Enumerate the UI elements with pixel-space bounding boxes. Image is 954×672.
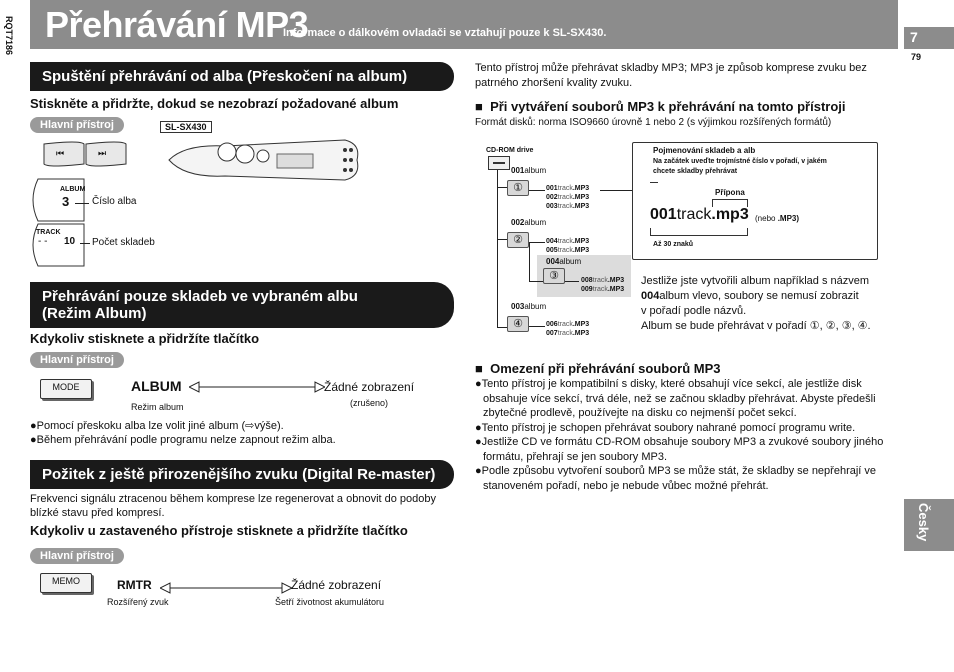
- album-mode-caption: Režim album: [131, 402, 184, 412]
- lcd-album-tag: ALBUM: [60, 186, 86, 193]
- intro-line1: Tento přístroj může přehrávat skladby MP3; MP3 je způsob komprese zvuku bez: [475, 62, 867, 74]
- file-item: 006track.MP3: [546, 321, 590, 328]
- file-item: 009track.MP3: [581, 286, 625, 293]
- file-item: 005track.MP3: [546, 247, 590, 254]
- remote-model-label: SL-SX430: [160, 121, 212, 133]
- file-item: 003track.MP3: [546, 203, 590, 210]
- section1-banner: Spuštění přehrávání od alba (Přeskočení na album): [30, 62, 454, 91]
- mode-button[interactable]: MODE: [40, 379, 92, 399]
- file-item: 004track.MP3: [546, 238, 590, 245]
- filename-example: [650, 206, 749, 224]
- prev-button[interactable]: ⏮: [56, 148, 65, 158]
- no-display-label: Žádné zobrazení: [324, 380, 415, 394]
- section2-banner-line2: (Režim Album): [42, 305, 147, 322]
- tree-branch: [565, 281, 579, 282]
- naming-title: Pojmenování skladeb a alb: [653, 146, 756, 155]
- create-heading: ■ Při vytváření souborů MP3 k přehrávání na tomto přístroji: [475, 99, 846, 114]
- limit-line: ●Podle způsobu vytvoření souborů MP3 se může stát, že skladby se nepřehrají ve: [475, 465, 877, 477]
- example-track: track: [676, 206, 712, 223]
- section2-note1: ●Pomocí přeskoku alba lze volit jiné album (⇨výše).: [30, 420, 284, 432]
- lcd-track-count: 10: [64, 236, 76, 247]
- album-display-shape: [28, 175, 88, 225]
- page-subtitle: Informace o dálkovém ovladači se vztahují pouze k SL-SX430.: [283, 27, 607, 39]
- note-line4: Album se bude přehrávat v pořadí ①, ②, ③, ④.: [641, 320, 871, 332]
- example-number: 001: [650, 206, 677, 223]
- folder-icon-2: ②: [507, 232, 529, 248]
- limit-line: zbytečné prodlevě, používejte na disku co nejmenší počet sekcí.: [483, 407, 797, 419]
- extension-label: Přípona: [715, 188, 745, 197]
- lcd-album-caption: Číslo alba: [92, 196, 137, 207]
- file-item: 008track.MP3: [581, 277, 625, 284]
- section2-banner: [30, 282, 454, 328]
- section3-instruction: Kdykoliv u zastaveného přístroje stisknete a přidržíte tlačítko: [30, 523, 408, 538]
- lcd-track-tag: TRACK: [36, 229, 61, 236]
- double-arrow-icon: [189, 380, 325, 394]
- subfolder-label: [546, 257, 581, 266]
- folder-icon-1: ①: [507, 180, 529, 196]
- tree-branch: [497, 327, 507, 328]
- naming-note1: Na začátek uveďte trojmístné číslo v pořadí, v jakém: [653, 158, 827, 165]
- next-button[interactable]: ⏭: [98, 148, 107, 158]
- lcd-track-dash: - -: [38, 236, 48, 247]
- document-code: RQT7186: [4, 16, 14, 56]
- section2-main-unit-pill: Hlavní přístroj: [30, 352, 124, 368]
- page-title: Přehrávání MP3: [45, 4, 309, 45]
- note-line3: v pořadí podle názvů.: [641, 305, 747, 317]
- page-number: 7: [904, 27, 954, 49]
- canceled-caption: (zrušeno): [350, 398, 389, 408]
- naming-note2: chcete skladby přehrávat: [653, 168, 738, 175]
- tree-branch: [497, 187, 507, 188]
- max-length: Až 30 znaků: [653, 241, 694, 248]
- number-bracket: [650, 182, 658, 183]
- language-tab: [904, 499, 954, 551]
- section1-instruction: Stiskněte a přidržte, dokud se nezobrazí požadované album: [30, 96, 399, 111]
- section3-para-line1: Frekvenci signálu ztracenou během komprese lze regenerovat a obnovit do podoby: [30, 493, 437, 505]
- folder-suffix-3: album: [524, 302, 547, 311]
- remaster-off-caption: Šetří životnost akumulátoru: [275, 597, 385, 607]
- length-bracket: [650, 228, 748, 236]
- folder-label-3: [511, 302, 546, 311]
- folder-label-2: [511, 218, 546, 227]
- section3-para-line2: blízké stavu před kompresí.: [30, 507, 165, 519]
- lcd-album-number: 3: [62, 194, 70, 209]
- lcd-track-caption: Počet skladeb: [92, 237, 155, 248]
- tree-branch: [529, 242, 545, 243]
- language-label: Česky: [916, 503, 931, 542]
- folder-num-2: 002: [511, 218, 525, 227]
- limit-line: ●Tento přístroj je kompatibilní s disky, které obsahují více sekcí, ale jestliže disk: [475, 378, 862, 390]
- section2-note2: ●Během přehrávání podle programu nelze zapnout režim alba.: [30, 434, 336, 446]
- skip-buttons: [40, 140, 130, 168]
- limits-list: [475, 377, 883, 493]
- folder-icon-3: ④: [507, 316, 529, 332]
- tree-branch: [529, 281, 543, 282]
- section3-banner: Požitek z ještě přirozenějšího zvuku (Digital Re-master): [30, 460, 454, 489]
- note-bold: 004: [641, 290, 660, 302]
- limits-heading: ■ Omezení při přehrávání souborů MP3: [475, 361, 721, 376]
- folder-num-1: 001: [511, 166, 525, 175]
- naming-pointer: [600, 190, 632, 191]
- subfolder-icon: ③: [543, 268, 565, 284]
- folder-suffix-1: album: [524, 166, 547, 175]
- ext-alternative: [755, 214, 799, 223]
- limit-line: obsahuje více sekcí, trvá déle, než se začnou skladby přehrávat. Abyste předešli: [483, 392, 876, 405]
- folder-suffix-2: album: [524, 218, 547, 227]
- album-order-note: [641, 274, 871, 334]
- cdrom-label: CD-ROM drive: [486, 147, 534, 154]
- ext-alt-value: .MP3): [777, 214, 800, 223]
- folder-label-1: [511, 166, 546, 175]
- album-mode-label: ALBUM: [131, 378, 182, 394]
- rmtr-caption: Rozšířený zvuk: [107, 597, 169, 607]
- limit-line: formátu, přehrají se jen soubory MP3.: [483, 450, 668, 463]
- tree-branch: [529, 242, 530, 282]
- file-item: 002track.MP3: [546, 194, 590, 201]
- subfolder-suffix: album: [559, 257, 582, 266]
- section2-instruction: Kdykoliv stisknete a přidržíte tlačítko: [30, 331, 260, 346]
- section1-main-unit-pill: Hlavní přístroj: [30, 117, 124, 133]
- files-group-1: [546, 184, 589, 211]
- example-ext: .mp3: [711, 206, 749, 223]
- rmtr-label: RMTR: [117, 578, 152, 592]
- subfolder-num: 004: [546, 257, 560, 266]
- memo-button[interactable]: MEMO: [40, 573, 92, 593]
- cdrom-drive-icon: [488, 156, 510, 170]
- file-item: 001track.MP3: [546, 185, 590, 192]
- ext-alt-or: (nebo: [755, 214, 776, 223]
- tree-branch: [529, 190, 545, 191]
- limit-line: stanoveném pořadí, nebo je nebude vůbec možné přehrát.: [483, 479, 769, 492]
- files-group-4: [546, 320, 589, 338]
- limits-heading-text: Omezení při přehrávání souborů MP3: [490, 361, 721, 376]
- folder-num-3: 003: [511, 302, 525, 311]
- tree-trunk: [497, 170, 498, 328]
- files-group-2: [546, 237, 589, 255]
- lcd-album-leader: [75, 203, 89, 204]
- note-line2: album vlevo, soubory se nemusí zobrazit: [659, 290, 859, 302]
- create-heading-text: Při vytváření souborů MP3 k přehrávání na tomto přístroji: [490, 99, 846, 114]
- remote-illustration: [165, 136, 365, 186]
- remaster-off-label: Žádné zobrazení: [291, 578, 382, 592]
- section3-main-unit-pill: Hlavní přístroj: [30, 548, 124, 564]
- tree-branch: [497, 239, 507, 240]
- limit-line: ●Tento přístroj je schopen přehrávat soubory nahrané pomocí programu write.: [475, 421, 856, 434]
- disc-format: Formát disků: norma ISO9660 úrovně 1 nebo 2 (s výjimkou rozšířených formátů): [475, 117, 832, 128]
- note-line1: Jestliže jste vytvořili album například s názvem: [641, 275, 870, 287]
- file-item: 007track.MP3: [546, 330, 590, 337]
- tree-branch: [529, 326, 545, 327]
- intro-line2: patrného zhoršení kvality zvuku.: [475, 77, 633, 89]
- section2-banner-line1: Přehrávání pouze skladeb ve vybraném albu: [42, 288, 358, 305]
- page-subnumber: 79: [911, 52, 922, 62]
- double-arrow-icon-2: [160, 581, 292, 595]
- lcd-track-leader: [80, 243, 90, 244]
- limit-line: ●Jestliže CD ve formátu CD-ROM obsahuje soubory MP3 a zvukové soubory jiného: [475, 436, 884, 448]
- files-group-3: [581, 276, 624, 294]
